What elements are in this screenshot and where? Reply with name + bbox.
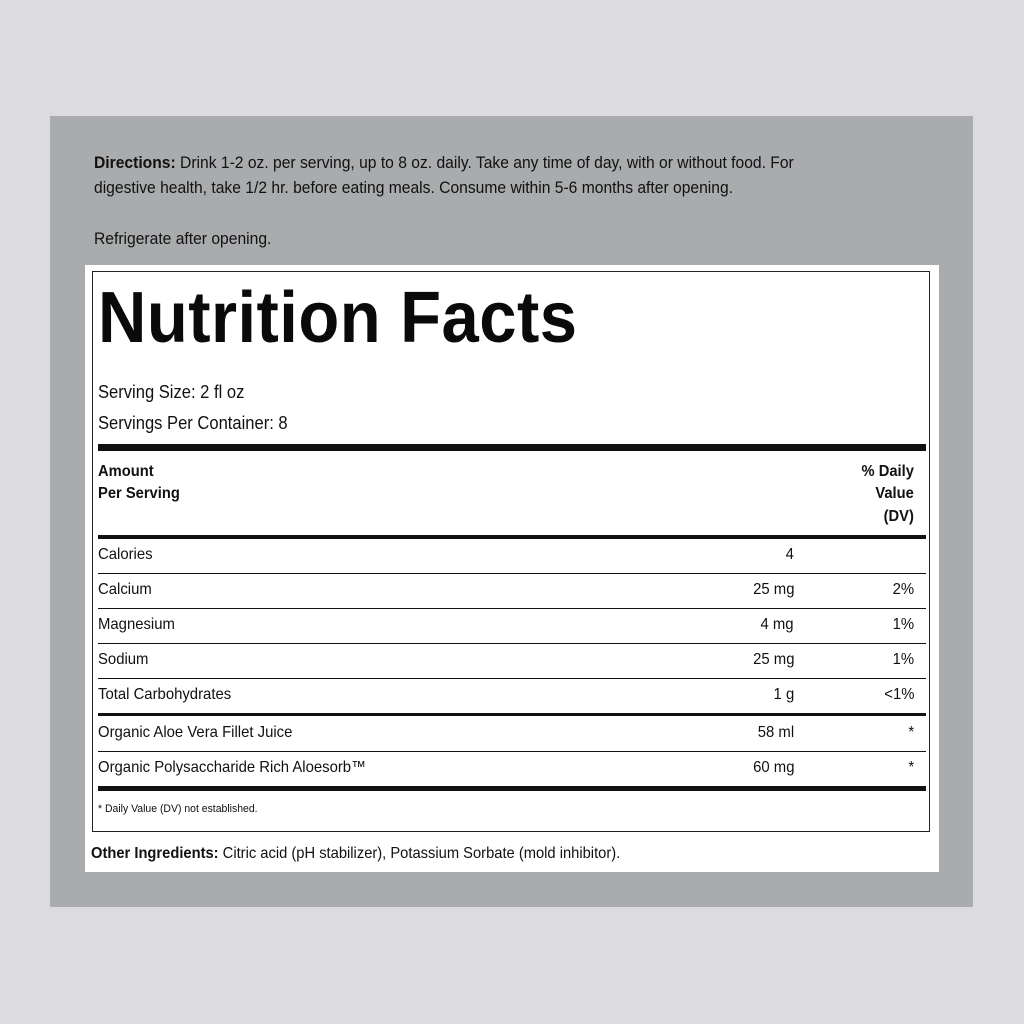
thick-rule-header <box>98 535 926 539</box>
row-divider <box>98 751 926 752</box>
header-dv-line-2: Value <box>875 485 914 502</box>
directions-text <box>94 150 848 200</box>
row-dv-total-carbohydrates: <1% <box>883 686 914 703</box>
row-amount-magnesium: 4 mg <box>760 616 794 633</box>
row-amount-aloesorb: 60 mg <box>752 759 794 776</box>
refrigerate-note: Refrigerate after opening. <box>94 229 272 248</box>
row-amount-aloe-vera-juice: 58 ml <box>757 724 794 741</box>
row-dv-magnesium: 1% <box>892 616 914 633</box>
row-name-magnesium: Magnesium <box>98 616 175 633</box>
nutrition-facts-title: Nutrition Facts <box>98 278 578 358</box>
row-amount-sodium: 25 mg <box>752 651 794 668</box>
row-name-calcium: Calcium <box>98 581 152 598</box>
row-name-sodium: Sodium <box>98 651 149 668</box>
medium-rule <box>98 713 926 716</box>
row-dv-calcium: 2% <box>892 581 914 598</box>
thick-rule-bottom <box>98 786 926 791</box>
dv-footnote: * Daily Value (DV) not established. <box>98 803 258 815</box>
row-dv-sodium: 1% <box>892 651 914 668</box>
header-amount-line-2: Per Serving <box>98 485 180 502</box>
row-name-aloe-vera-juice: Organic Aloe Vera Fillet Juice <box>98 724 293 741</box>
servings-per-container: Servings Per Container: 8 <box>98 413 288 433</box>
row-divider <box>98 573 926 574</box>
other-ingredients-label: Other Ingredients: <box>91 845 219 862</box>
row-name-aloesorb: Organic Polysaccharide Rich Aloesorb™ <box>98 759 366 776</box>
header-dv-line-1: % Daily <box>861 463 914 480</box>
row-divider <box>98 608 926 609</box>
serving-size: Serving Size: 2 fl oz <box>98 382 245 402</box>
other-ingredients-text: Citric acid (pH stabilizer), Potassium Sorbate (mold inhibitor). <box>218 845 621 862</box>
header-dv-line-3: (DV) <box>883 508 914 525</box>
row-amount-calcium: 25 mg <box>752 581 794 598</box>
header-amount-line-1: Amount <box>98 463 154 480</box>
row-name-total-carbohydrates: Total Carbohydrates <box>98 686 232 703</box>
row-amount-total-carbohydrates: 1 g <box>773 686 794 703</box>
other-ingredients <box>91 843 620 865</box>
row-divider <box>98 678 926 679</box>
row-dv-aloe-vera-juice: * <box>908 724 914 741</box>
row-name-calories: Calories <box>98 546 153 563</box>
row-dv-aloesorb: * <box>908 759 914 776</box>
directions-label: Directions: <box>94 153 176 172</box>
directions-body: Drink 1-2 oz. per serving, up to 8 oz. daily. Take any time of day, with or without food. For digestive health, take 1/2 hr. before eating meals. Consume within 5-6 months after opening. <box>94 153 794 197</box>
thick-rule-top <box>98 444 926 451</box>
row-amount-calories: 4 <box>785 546 794 563</box>
row-divider <box>98 643 926 644</box>
